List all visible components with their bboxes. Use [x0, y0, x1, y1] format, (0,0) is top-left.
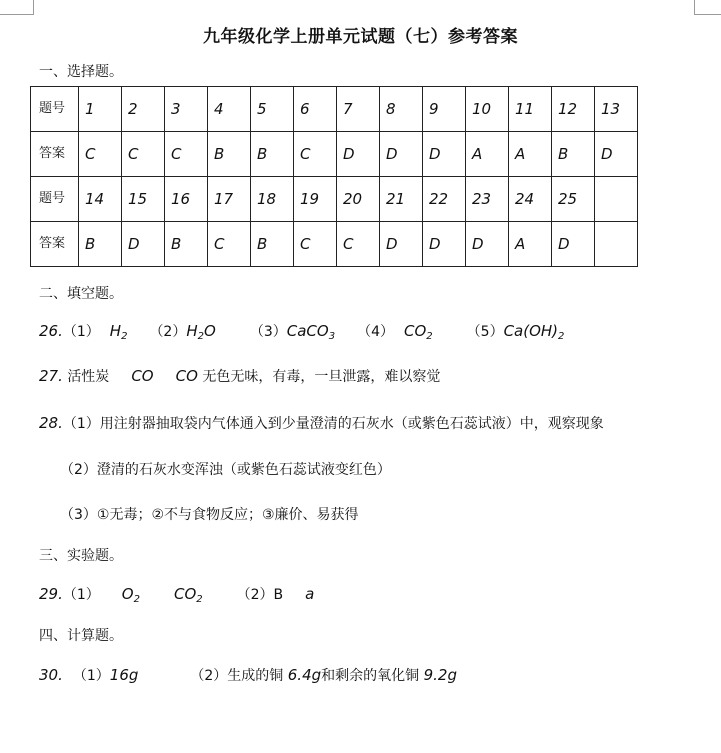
formula: CO: [131, 367, 154, 385]
question-number-cell: 25: [552, 177, 595, 222]
page-corner-mark-right: [694, 0, 721, 15]
section-choice-heading: 一、选择题。: [39, 64, 123, 80]
answer-cell: C: [294, 132, 337, 177]
question-number-cell: 6: [294, 87, 337, 132]
answer-cell: B: [165, 222, 208, 267]
answer-text: 和剩余的氧化铜: [321, 668, 420, 684]
answer-q28-line3: （3）①无毒；②不与食物反应；③廉价、易获得: [60, 507, 359, 523]
question-number-cell: 7: [337, 87, 380, 132]
part-label: （2）B: [236, 587, 284, 603]
table-row-answers-1: [31, 132, 638, 177]
answer-cell: D: [122, 222, 165, 267]
question-number-cell: 17: [208, 177, 251, 222]
question-number-cell: 9: [423, 87, 466, 132]
question-number-cell: 11: [509, 87, 552, 132]
question-number-cell: 8: [380, 87, 423, 132]
question-number-cell: 4: [208, 87, 251, 132]
answer-cell: D: [423, 132, 466, 177]
section-experiment-heading: 三、实验题。: [39, 548, 123, 564]
formula: $CO_2$: [173, 585, 203, 605]
question-number-cell: 19: [294, 177, 337, 222]
answer-cell: A: [509, 132, 552, 177]
answer-table: [30, 86, 638, 267]
formula: $CO_2$: [404, 322, 433, 342]
answer-cell: D: [380, 222, 423, 267]
answer-cell: B: [251, 132, 294, 177]
formula: $O_2$: [121, 585, 140, 605]
part-label: （4）: [357, 324, 394, 340]
question-number-cell: 24: [509, 177, 552, 222]
question-number-cell: 18: [251, 177, 294, 222]
answer-q30: [39, 665, 457, 685]
question-number-cell: 12: [552, 87, 595, 132]
answer-cell: [595, 222, 638, 267]
answer-q26: [39, 321, 564, 342]
answer-cell: C: [122, 132, 165, 177]
part-label: （1）: [62, 324, 100, 340]
answer-cell: B: [552, 132, 595, 177]
answer-cell: D: [337, 132, 380, 177]
formula: CO: [175, 367, 198, 385]
row-label-answer: 答案: [31, 132, 79, 177]
table-row-numbers-2: [31, 177, 638, 222]
answer-value: 16g: [109, 666, 139, 684]
question-number-cell: 3: [165, 87, 208, 132]
part-label: （1）: [62, 587, 100, 603]
answer-text: 活性炭: [67, 369, 110, 385]
formula: CaCO$_3$: [286, 322, 336, 342]
page-title: 九年级化学上册单元试题（七）参考答案: [203, 27, 518, 47]
question-number-cell: 16: [165, 177, 208, 222]
answer-text: 无色无味，有毒，一旦泄露，难以察觉: [202, 369, 441, 385]
question-number-cell: 10: [466, 87, 509, 132]
answer-value: 9.2g: [423, 666, 457, 684]
section-calculation-heading: 四、计算题。: [39, 628, 123, 644]
answer-q28-line2: （2）澄清的石灰水变浑浊（或紫色石蕊试液变红色）: [60, 462, 391, 478]
question-number: 29.: [39, 585, 63, 603]
question-number-cell: 21: [380, 177, 423, 222]
answer-cell: B: [251, 222, 294, 267]
answer-text: （1）用注射器抽取袋内气体通入到少量澄清的石灰水（或紫色石蕊试液）中，观察现象: [62, 416, 604, 432]
section-fill-heading: 二、填空题。: [39, 286, 123, 302]
answer-cell: D: [552, 222, 595, 267]
part-label: （1）: [72, 668, 110, 684]
answer-cell: A: [466, 132, 509, 177]
formula: $H_2$: [109, 322, 128, 342]
question-number: 30.: [39, 666, 63, 684]
answer-cell: D: [423, 222, 466, 267]
answer-cell: B: [208, 132, 251, 177]
question-number-cell: 23: [466, 177, 509, 222]
answer-cell: C: [165, 132, 208, 177]
answer-cell: D: [466, 222, 509, 267]
part-label: （5）: [466, 324, 504, 340]
part-label: （3）: [249, 324, 287, 340]
question-number-cell: 5: [251, 87, 294, 132]
formula: $Ca(OH)_2$: [503, 322, 565, 342]
answer-q29: [39, 584, 314, 605]
question-number: 28.: [39, 414, 63, 432]
question-number-cell: 2: [122, 87, 165, 132]
answer-cell: C: [79, 132, 122, 177]
question-number-cell: 15: [122, 177, 165, 222]
answer-value: a: [305, 585, 315, 603]
answer-cell: D: [380, 132, 423, 177]
answer-q27: [39, 366, 440, 386]
part-label: （2）生成的铜: [190, 668, 284, 684]
question-number-cell: [595, 177, 638, 222]
table-row-answers-2: [31, 222, 638, 267]
answer-cell: C: [208, 222, 251, 267]
row-label-number: 题号: [31, 87, 79, 132]
answer-cell: D: [595, 132, 638, 177]
question-number-cell: 20: [337, 177, 380, 222]
row-label-number: 题号: [31, 177, 79, 222]
question-number-cell: 14: [79, 177, 122, 222]
table-row-numbers-1: [31, 87, 638, 132]
answer-value: 6.4g: [287, 666, 322, 684]
answer-cell: C: [337, 222, 380, 267]
page-corner-mark-left: [0, 0, 34, 15]
answer-q28-line1: [39, 413, 604, 433]
answer-cell: A: [509, 222, 552, 267]
answer-cell: B: [79, 222, 122, 267]
formula: $H_2O$: [186, 322, 216, 342]
question-number-cell: 22: [423, 177, 466, 222]
question-number: 27.: [39, 367, 63, 385]
question-number-cell: 1: [79, 87, 122, 132]
part-label: （2）: [149, 324, 187, 340]
row-label-answer: 答案: [31, 222, 79, 267]
question-number: 26.: [39, 322, 63, 340]
question-number-cell: 13: [595, 87, 638, 132]
answer-cell: C: [294, 222, 337, 267]
